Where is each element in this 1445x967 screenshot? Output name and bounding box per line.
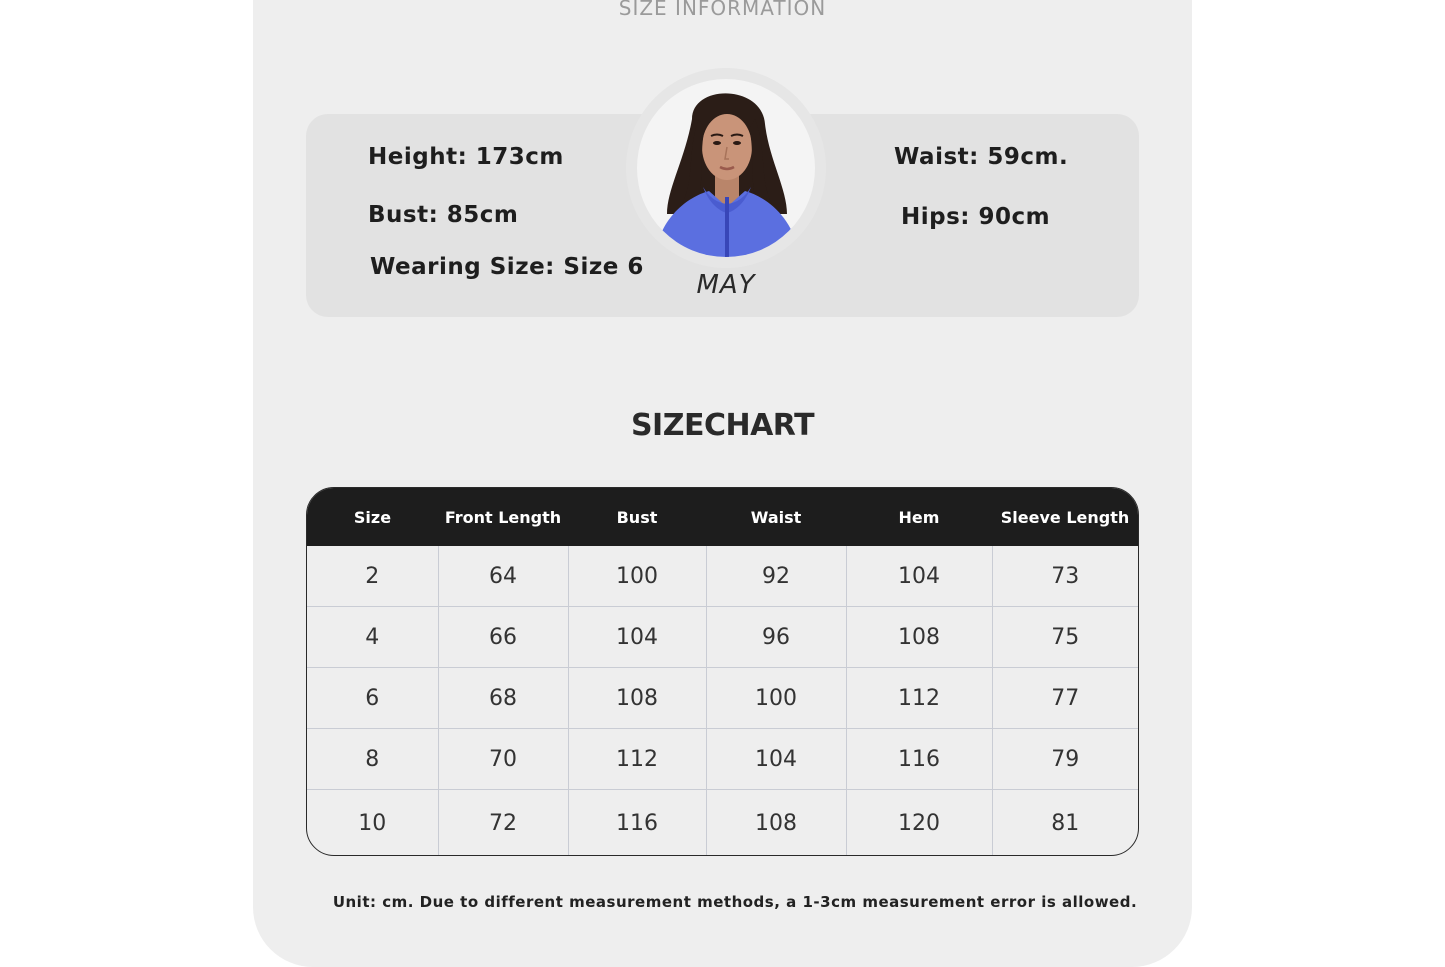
table-cell: 108 xyxy=(706,790,846,857)
header-size: Size xyxy=(307,488,438,546)
table-cell: 112 xyxy=(846,668,992,729)
table-cell: 120 xyxy=(846,790,992,857)
header-bust: Bust xyxy=(568,488,706,546)
header-sleeve-length: Sleeve Length xyxy=(992,488,1138,546)
table-cell: 104 xyxy=(706,729,846,790)
model-bust: Bust: 85cm xyxy=(368,202,519,228)
table-cell: 68 xyxy=(438,668,568,729)
table-cell: 96 xyxy=(706,607,846,668)
table-row xyxy=(307,546,1138,607)
size-chart-table xyxy=(306,487,1139,856)
header-hem: Hem xyxy=(846,488,992,546)
table-header-row xyxy=(307,488,1138,546)
table-cell: 2 xyxy=(307,546,438,607)
table-cell: 116 xyxy=(846,729,992,790)
table-cell: 81 xyxy=(1051,810,1080,836)
table-cell: 64 xyxy=(438,546,568,607)
header-waist: Waist xyxy=(706,488,846,546)
table-cell: 100 xyxy=(568,546,706,607)
measurement-note: Unit: cm. Due to different measurement methods, a 1-3cm measurement error is allowed. xyxy=(332,893,1138,911)
table-row xyxy=(307,607,1138,668)
section-title: SIZE INFORMATION xyxy=(618,0,827,20)
table-cell: 116 xyxy=(568,790,706,857)
model-wearing-size: Wearing Size: Size 6 xyxy=(370,254,644,280)
table-cell: 6 xyxy=(307,668,438,729)
table-cell: 8 xyxy=(307,729,438,790)
table-cell: 75 xyxy=(992,607,1138,668)
table-cell: 79 xyxy=(992,729,1138,790)
table-cell: 70 xyxy=(438,729,568,790)
table-cell: 4 xyxy=(307,607,438,668)
table-cell: 100 xyxy=(706,668,846,729)
size-chart-title: SIZECHART xyxy=(630,408,815,443)
table-cell: 10 xyxy=(307,790,438,857)
table-cell: 108 xyxy=(846,607,992,668)
table-cell: 66 xyxy=(438,607,568,668)
table-cell: 104 xyxy=(846,546,992,607)
table-cell: 92 xyxy=(706,546,846,607)
model-name: MAY xyxy=(696,270,756,300)
model-hips: Hips: 90cm xyxy=(901,204,1051,230)
model-height: Height: 173cm xyxy=(368,144,564,170)
model-avatar xyxy=(637,79,815,257)
table-row xyxy=(307,668,1138,729)
table-cell: 108 xyxy=(568,668,706,729)
table-row xyxy=(307,790,1138,857)
table-cell: 73 xyxy=(992,546,1138,607)
table-row xyxy=(307,729,1138,790)
header-front-length: Front Length xyxy=(438,488,568,546)
table-cell: 112 xyxy=(568,729,706,790)
table-cell: 77 xyxy=(992,668,1138,729)
model-portrait-icon xyxy=(637,79,815,257)
table-cell: 72 xyxy=(438,790,568,857)
table-cell: 104 xyxy=(568,607,706,668)
model-waist: Waist: 59cm. xyxy=(894,144,1069,170)
